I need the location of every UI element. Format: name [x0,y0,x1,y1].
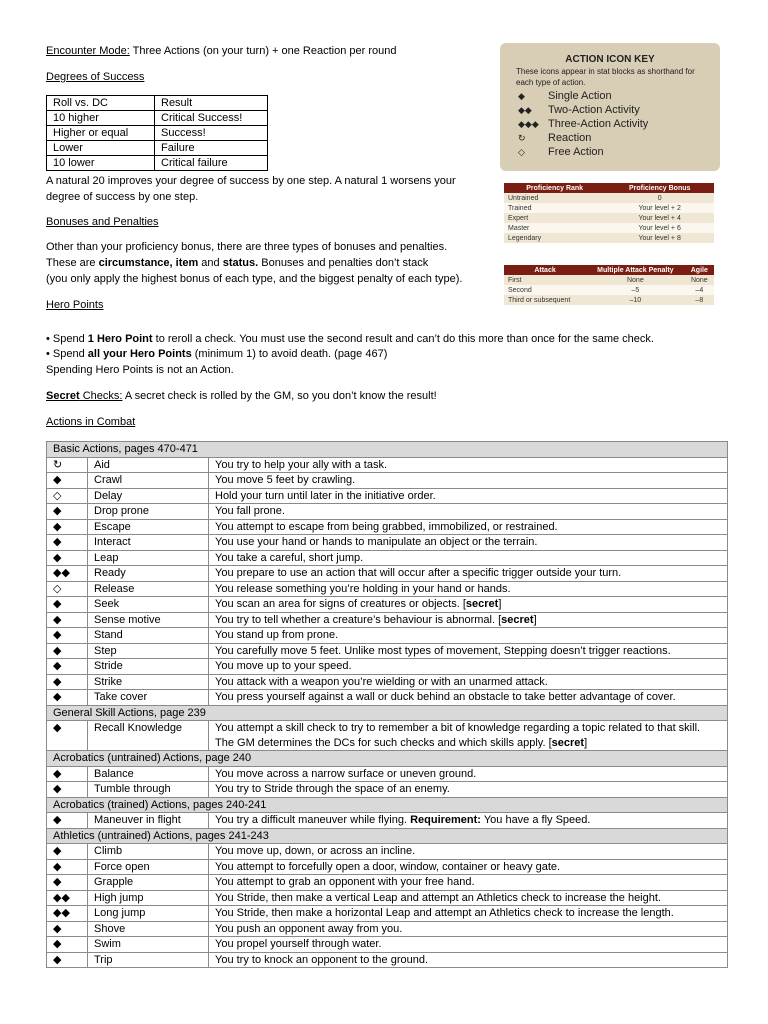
degrees-header-row [47,96,268,111]
action-cost-icon: ◆◆ [47,906,88,922]
action-name: Take cover [88,690,209,706]
table-cell: Trained [504,203,605,213]
action-description-text: You take a careful, short jump. [215,551,364,564]
hero-text: • Spend [46,348,88,360]
table-cell: –5 [586,285,685,295]
action-cost-icon: ◆ [47,473,88,489]
degrees-header-cell: Result [155,96,268,111]
action-name: Recall Knowledge [88,721,209,751]
action-description-text: You scan an area for signs of creatures or objects. [215,598,460,610]
icon-key-label: Three-Action Activity [548,118,649,130]
table-row [504,193,714,203]
action-name: Seek [88,597,209,613]
degrees-cell: 10 lower [47,156,155,171]
action-cost-icon: ◆◆ [47,566,88,582]
action-cost-icon: ◆ [47,659,88,675]
bonus-type-status: status. [222,257,259,269]
action-description: You attempt a skill check to try to remember a bit of knowledge regarding a topic related to that skill. The GM determines the DCs for such checks and which skills apply. [secret] [209,721,728,751]
degrees-cell: 10 higher [47,111,155,126]
action-description [209,628,728,644]
action-cost-icon: ◆ [47,628,88,644]
bonuses-text: These are [46,257,99,269]
section-title: Athletics (untrained) Actions, pages 241-243 [47,828,728,844]
action-row [47,690,728,706]
secret-label: Secret [46,390,80,402]
action-name: Long jump [88,906,209,922]
table-cell: Your level + 2 [605,203,714,213]
action-name: Sense motive [88,612,209,628]
action-description [209,813,728,829]
action-symbol-icon: ◆◆◆ [518,119,539,129]
action-description [209,643,728,659]
degrees-row [47,111,268,126]
action-row [47,813,728,829]
table-cell: Expert [504,213,605,223]
action-icon-key [500,43,720,171]
bonuses-heading: Bonuses and Penalties [46,216,159,228]
action-row [47,875,728,891]
action-cost-icon: ◆ [47,612,88,628]
table-cell: Third or subsequent [504,295,586,305]
action-cost-icon: ◆ [47,535,88,551]
action-description-text: You attempt to forcefully open a door, window, container or heavy gate. [215,860,561,873]
action-cost-icon: ◆ [47,643,88,659]
action-row [47,597,728,613]
action-description-text: You fall prone. [215,505,285,517]
action-row [47,643,728,659]
action-name: Tumble through [88,782,209,798]
action-description-text: You try to Stride through the space of an enemy. [215,783,450,795]
action-row [47,921,728,937]
degrees-row [47,156,268,171]
bonuses-text: and [198,257,223,269]
hero-text: • Spend [46,333,88,345]
table-cell: Second [504,285,586,295]
action-cost-icon: ◆ [47,813,88,829]
encounter-mode-label: Encounter Mode: [46,45,130,57]
action-name: Release [88,581,209,597]
action-cost-icon: ◆ [47,674,88,690]
table-cell: Your level + 8 [605,233,714,243]
actions-table [46,441,728,968]
action-name: Maneuver in flight [88,813,209,829]
action-cost-icon: ◆ [47,519,88,535]
action-description [209,504,728,520]
action-name: Strike [88,674,209,690]
table-cell: None [685,275,714,285]
action-row [47,659,728,675]
icon-key-row [518,132,591,144]
action-description-text: You use your hand or hands to manipulate an object or the terrain. [215,536,538,548]
table-row [504,203,714,213]
action-description-text: You move up to your speed. [215,660,352,672]
combat-heading: Actions in Combat [46,416,136,428]
degrees-note-line-1: A natural 20 improves your degree of success by one step. A natural 1 worsens your [46,175,456,187]
action-name: Interact [88,535,209,551]
icon-key-label: Reaction [548,132,592,144]
degrees-heading: Degrees of Success [46,71,145,83]
section-header-row [47,828,728,844]
bonuses-line-1: Other than your proficiency bonus, there are three types of bonuses and penalties. [46,241,448,253]
action-description-text: You stand up from prone. [215,629,339,641]
degrees-row [47,126,268,141]
degrees-cell: Lower [47,141,155,156]
action-cost-icon: ◆ [47,937,88,953]
action-description-text: You move up, down, or across an incline. [215,845,416,857]
section-title: Acrobatics (untrained) Actions, page 240 [47,751,728,767]
hero-bullet-2 [46,347,387,362]
requirement-text: You have a fly Speed. [480,814,591,826]
action-description-text: You attempt to escape from being grabbed, immobilized, or restrained. [215,520,558,533]
action-description-text: You Stride, then make a horizontal Leap and attempt an Athletics check to increase the length. [215,907,674,919]
action-row [47,628,728,644]
action-description [209,844,728,860]
action-cost-icon: ◆ [47,597,88,613]
hero-line-3: Spending Hero Points is not an Action. [46,364,234,376]
action-description-text: You attempt a skill check to try to remember a bit of knowledge regarding a topic related to that skill. The GM determines the DCs for such checks and which skills apply. [215,722,701,749]
action-row [47,550,728,566]
action-row [47,612,728,628]
action-description [209,674,728,690]
action-name: Aid [88,457,209,473]
action-description [209,690,728,706]
action-row [47,488,728,504]
table-row [504,233,714,243]
multiple-attack-penalty-table [504,265,714,305]
action-description-text: You release something you’re holding in your hand or hands. [215,582,511,595]
action-symbol-icon: ◇ [518,147,525,157]
icon-key-title: ACTION ICON KEY [565,54,655,65]
action-description [209,488,728,504]
action-cost-icon: ◆ [47,782,88,798]
action-row [47,782,728,798]
table-row [504,223,714,233]
action-cost-icon: ◆ [47,859,88,875]
action-description [209,937,728,953]
bonus-types: circumstance, item [98,257,199,269]
action-name: Balance [88,766,209,782]
action-description: You try to tell whether a creature’s behaviour is abnormal. [secret] [209,612,728,628]
degrees-cell: Higher or equal [47,126,155,141]
action-name: Delay [88,488,209,504]
action-name: Drop prone [88,504,209,520]
icon-key-label: Free Action [548,146,604,158]
action-row [47,581,728,597]
action-name: Trip [88,952,209,968]
action-name: Swim [88,937,209,953]
table-row [504,275,714,285]
action-row [47,504,728,520]
table-header-cell: Proficiency Rank [504,183,605,193]
action-description [209,581,728,597]
action-description-text: You carefully move 5 feet. Unlike most types of movement, Stepping doesn’t trigger reactions. [215,644,671,657]
section-title: General Skill Actions, page 239 [47,705,728,721]
secret-tag: secret [551,736,585,749]
degrees-row [47,141,268,156]
icon-key-row [518,146,604,158]
hero-text: (minimum 1) to avoid death. (page 467) [191,348,388,360]
icon-key-label: Single Action [548,90,612,102]
table-cell: –4 [685,285,714,295]
action-description-text: You propel yourself through water. [215,938,382,950]
bonuses-line-3: (you only apply the highest bonus of each type, and the biggest penalty of each type). [46,273,463,285]
action-description [209,921,728,937]
degrees-cell: Critical Success! [155,111,268,126]
action-symbol-icon: ◆◆ [518,105,532,115]
action-description [209,766,728,782]
action-row [47,766,728,782]
action-row [47,906,728,922]
bonuses-text: Bonuses and penalties don’t stack [258,257,429,269]
action-name: Step [88,643,209,659]
section-title: Acrobatics (trained) Actions, pages 240-241 [47,797,728,813]
action-row [47,566,728,582]
action-description-text: You try a difficult maneuver while flying. [215,814,407,826]
section-header-row [47,751,728,767]
action-name: High jump [88,890,209,906]
icon-key-row [518,104,640,116]
action-cost-icon: ◆ [47,504,88,520]
table-cell: None [586,275,685,285]
action-description [209,875,728,891]
section-header-row [47,442,728,458]
hero-points-heading: Hero Points [46,299,104,311]
action-row [47,952,728,968]
action-description [209,566,728,582]
action-cost-icon: ◆ [47,550,88,566]
action-description-text: You attempt to grab an opponent with your free hand. [215,876,475,888]
action-cost-icon: ◆◆ [47,890,88,906]
action-row [47,721,728,751]
action-row [47,937,728,953]
action-description-text: You try to help your ally with a task. [215,458,388,471]
icon-key-row [518,90,612,102]
action-description [209,550,728,566]
action-row [47,844,728,860]
action-description-text: You prepare to use an action that will occur after a specific trigger outside your turn. [215,567,622,579]
hero-bold: 1 Hero Point [87,333,153,345]
hero-bullet-1 [46,332,654,347]
action-description-text: You press yourself against a wall or duck behind an obstacle to take better advantage of cover. [215,691,676,703]
hero-text: to reroll a check. You must use the second result and can’t do this more than once for the same check. [152,333,654,345]
hero-bold: all your Hero Points [87,348,192,360]
action-row [47,674,728,690]
table-row [504,295,714,305]
table-cell: First [504,275,586,285]
action-description-text: You try to knock an opponent to the ground. [215,953,429,966]
degrees-table [46,95,268,171]
action-cost-icon: ◆ [47,921,88,937]
table-cell: –8 [685,295,714,305]
action-description-text: You push an opponent away from you. [215,922,403,935]
table-header-cell: Proficiency Bonus [605,183,714,193]
action-description-text: You move across a narrow surface or uneven ground. [215,767,477,780]
secret-tag: secret [501,613,534,626]
action-cost-icon: ◆ [47,875,88,891]
action-name: Force open [88,859,209,875]
action-cost-icon: ◆ [47,690,88,706]
action-cost-icon: ◆ [47,952,88,968]
action-name: Stand [88,628,209,644]
action-name: Climb [88,844,209,860]
section-title: Basic Actions, pages 470-471 [47,442,728,458]
action-row [47,535,728,551]
action-row [47,859,728,875]
action-name: Crawl [88,473,209,489]
icon-key-label: Two-Action Activity [548,104,640,116]
table-cell: Master [504,223,605,233]
action-row [47,519,728,535]
action-name: Leap [88,550,209,566]
degrees-note-line-2: degree of success by one step. [46,191,199,203]
action-description [209,535,728,551]
action-description-text: You try to tell whether a creature’s behaviour is abnormal. [215,613,496,626]
action-symbol-icon: ◆ [518,91,525,101]
action-description: You scan an area for signs of creatures or objects. [secret] [209,597,728,613]
section-header-row [47,705,728,721]
table-cell: Untrained [504,193,605,203]
action-description [209,952,728,968]
action-description [209,659,728,675]
table-row [504,285,714,295]
action-description-text: You move 5 feet by crawling. [215,474,356,486]
table-cell: Legendary [504,233,605,243]
requirement-label: Requirement: [410,814,481,826]
action-description [209,473,728,489]
action-cost-icon: ◇ [47,488,88,504]
encounter-mode-line [46,44,396,59]
proficiency-table [504,183,714,243]
degrees-cell: Failure [155,141,268,156]
bonuses-line-2 [46,256,428,271]
action-cost-icon: ◆ [47,721,88,751]
action-cost-icon: ◆ [47,844,88,860]
table-cell: –10 [586,295,685,305]
secret-text: A secret check is rolled by the GM, so you don’t know the result! [122,390,437,402]
action-description [209,519,728,535]
table-header-cell: Agile [685,265,714,275]
table-cell: Your level + 6 [605,223,714,233]
action-cost-icon: ↻ [47,457,88,473]
action-name: Stride [88,659,209,675]
action-cost-icon: ◆ [47,766,88,782]
action-description-text: Hold your turn until later in the initiative order. [215,489,436,502]
secret-tag: secret [465,598,499,610]
icon-key-subtitle: These icons appear in stat blocks as shorthand for each type of action. [516,67,695,87]
secret-label-2: Checks: [79,390,123,402]
action-description [209,782,728,798]
action-description [209,890,728,906]
action-symbol-icon: ↻ [518,133,526,143]
action-name: Grapple [88,875,209,891]
degrees-header-cell: Roll vs. DC [47,96,155,111]
icon-key-row [518,118,648,130]
table-cell: Your level + 4 [605,213,714,223]
action-description-text: You Stride, then make a vertical Leap and attempt an Athletics check to increase the height. [215,891,661,904]
degrees-cell: Critical failure [155,156,268,171]
table-cell: 0 [605,193,714,203]
action-row [47,473,728,489]
table-header-cell: Attack [504,265,586,275]
secret-checks-line [46,389,437,404]
encounter-mode-text: Three Actions (on your turn) + one Reaction per round [129,45,397,57]
degrees-cell: Success! [155,126,268,141]
action-name: Escape [88,519,209,535]
section-header-row [47,797,728,813]
action-row [47,457,728,473]
action-cost-icon: ◇ [47,581,88,597]
action-description [209,906,728,922]
action-description [209,859,728,875]
action-description [209,457,728,473]
action-name: Shove [88,921,209,937]
table-header-cell: Multiple Attack Penalty [586,265,685,275]
action-name: Ready [88,566,209,582]
action-row [47,890,728,906]
action-description-text: You attack with a weapon you’re wielding or with an unarmed attack. [215,675,548,688]
table-row [504,213,714,223]
